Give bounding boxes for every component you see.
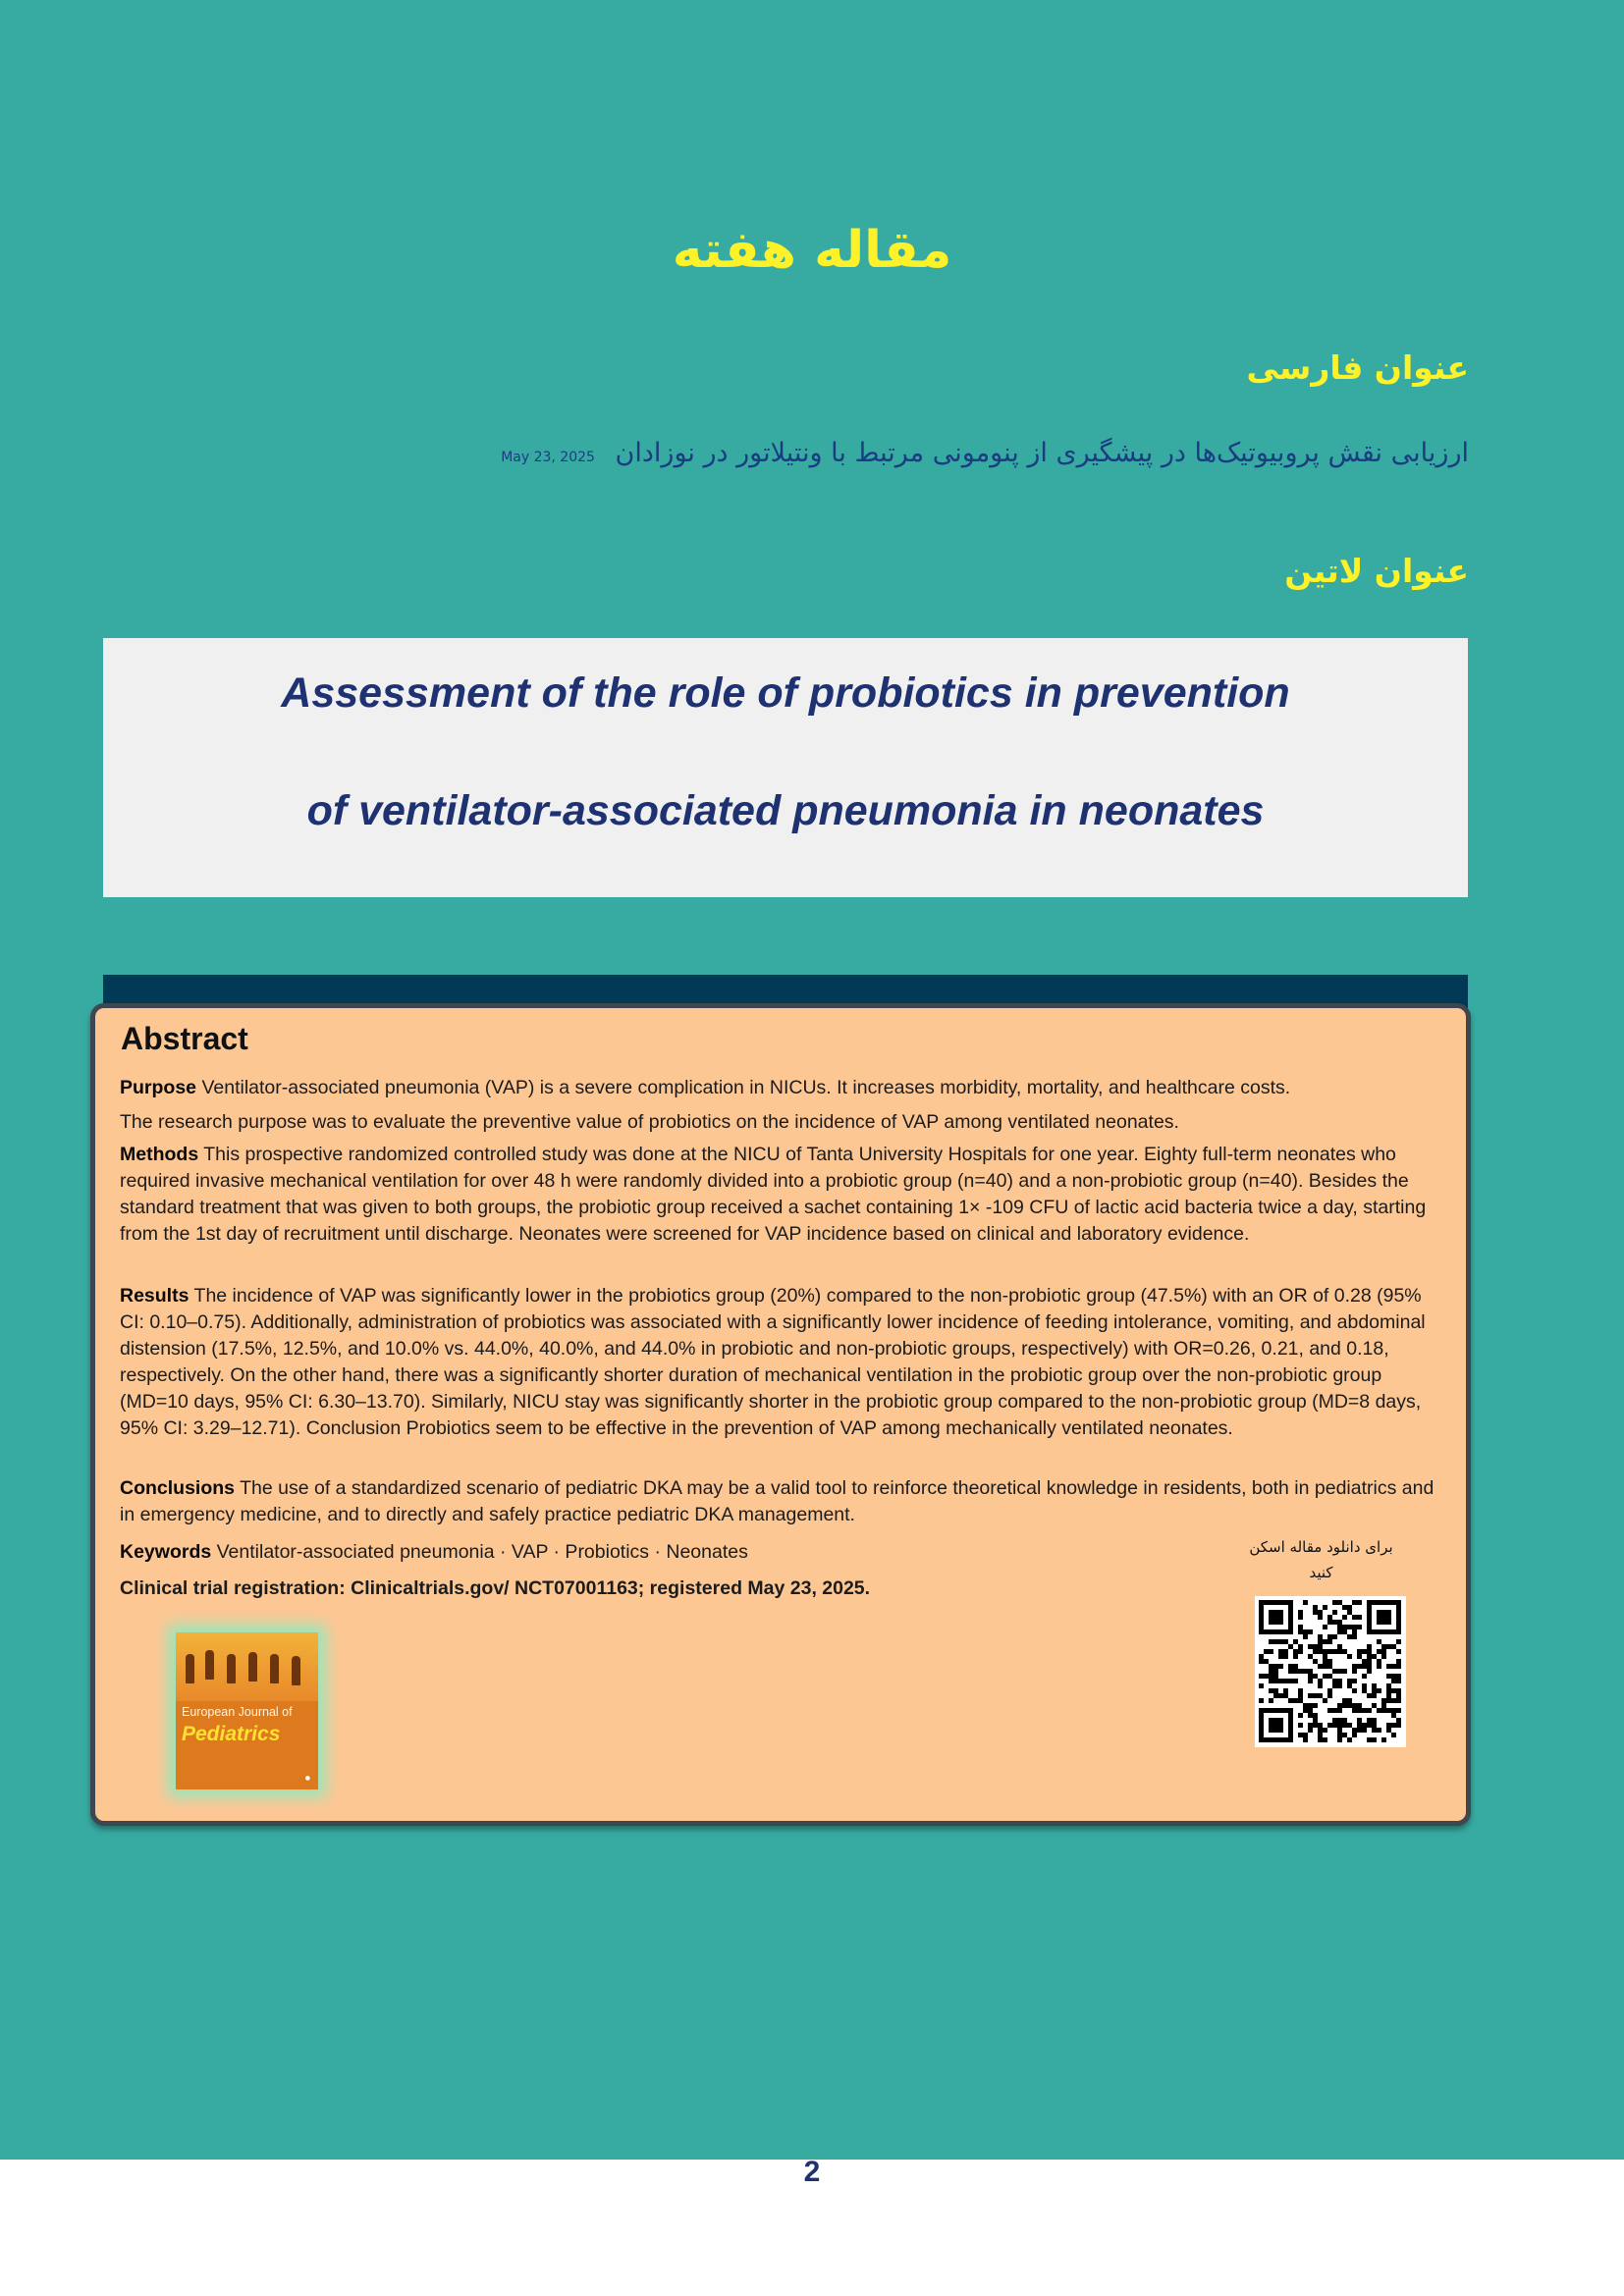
cover-journal-title: Pediatrics bbox=[182, 1723, 281, 1745]
results-text: The incidence of VAP was significantly lower in the probiotics group (20%) compared to the non-probiotic group (47.5%) with an OR of 0.28 (95% CI: 0.10–0.75). Additionally, administration of probiotics was associated with a significantly lower incidence of feeding intolerance, vomiting, and abdominal distension (17.5%, 12.5%, and 10.0% vs. 44.0%, 40.0%, and 44.0% in probiotic and non-probiotic groups, respectively) with OR=0.26, 0.21, and 0.18, respectively. On the other hand, there was a significantly shorter duration of mechanical ventilation in the probiotic group over the non-probiotic group (MD=10 days, 95% CI: 6.30–13.70). Similarly, NICU stay was significantly shorter in the probiotic group compared to the non-probiotic group (MD=8 days, 95% CI: 3.29–12.71). Conclusion Probiotics seem to be effective in the prevention of VAP among mechanically ventilated neonates. bbox=[120, 1285, 1426, 1439]
qr-code-graphic bbox=[1255, 1596, 1406, 1747]
latin-title-line-2: of ventilator-associated pneumonia in neonates bbox=[306, 787, 1265, 834]
conclusions-text: The use of a standardized scenario of pediatric DKA may be a valid tool to reinforce theoretical knowledge in residents, both in pediatrics and in emergency medicine, and to directly and safely practice pediatric DKA management. bbox=[120, 1477, 1435, 1525]
latin-title-heading: عنوان لاتین bbox=[1284, 552, 1469, 590]
publisher-logo-icon: ● bbox=[304, 1775, 310, 1782]
keywords-text: Ventilator-associated pneumonia · VAP · Probiotics · Neonates bbox=[216, 1541, 748, 1563]
conclusions-label: Conclusions bbox=[120, 1477, 236, 1499]
page-title: مقاله هفته bbox=[672, 221, 952, 280]
persian-title-line bbox=[291, 438, 1469, 468]
methods-text: This prospective randomized controlled study was done at the NICU of Tanta University Hospitals for one year. Eighty full-term neonates who required invasive mechanical ventilation for over 48 h were randomly divided into a probiotic group (n=40) and a non-probiotic group (n=40). Besides the standard treatment that was given to both groups, the probiotic group received a sachet containing 1× -109 CFU of lactic acid bacteria twice a day, starting from the 1st day of recruitment until discharge. Neonates were screened for VAP incidence based on clinical and laboratory evidence. bbox=[120, 1144, 1427, 1245]
methods-label: Methods bbox=[120, 1144, 199, 1165]
qr-code-icon[interactable] bbox=[1255, 1596, 1406, 1747]
abstract-results bbox=[120, 1283, 1440, 1442]
keywords-label: Keywords bbox=[120, 1541, 212, 1563]
child-figure-icon bbox=[248, 1652, 257, 1682]
persian-title-heading: عنوان فارسی bbox=[1246, 348, 1469, 387]
cover-photo bbox=[176, 1632, 318, 1701]
persian-title: ارزیابی نقش پروبیوتیک‌ها در پیشگیری از پنومونی مرتبط با ونتیلاتور در نوزادان bbox=[615, 438, 1469, 468]
latin-title-line-1: Assessment of the role of probiotics in prevention bbox=[281, 669, 1290, 717]
journal-cover-image bbox=[176, 1632, 318, 1789]
abstract-purpose bbox=[120, 1071, 1327, 1140]
qr-caption: برای دانلود مقاله اسکن کنید bbox=[1249, 1538, 1393, 1581]
abstract-heading: Abstract bbox=[121, 1021, 248, 1056]
abstract-methods bbox=[120, 1142, 1440, 1248]
abstract-conclusions bbox=[120, 1475, 1440, 1528]
child-figure-icon bbox=[186, 1654, 194, 1683]
page-number: 2 bbox=[803, 2156, 821, 2188]
purpose-text: Ventilator-associated pneumonia (VAP) is a severe complication in NICUs. It increases morbidity, mortality, and healthcare costs. The research purpose was to evaluate the preventive value of probiotics on the incidence of VAP among ventilated neonates. bbox=[120, 1077, 1291, 1133]
cover-journal-line: European Journal of bbox=[182, 1705, 293, 1719]
child-figure-icon bbox=[270, 1654, 279, 1683]
child-figure-icon bbox=[227, 1654, 236, 1683]
persian-title-date: May 23, 2025 bbox=[501, 450, 595, 465]
latin-title-box bbox=[103, 638, 1468, 897]
results-label: Results bbox=[120, 1285, 189, 1307]
clinical-trial-registration: Clinical trial registration: Clinicaltrials.gov/ NCT07001163; registered May 23, 2025. bbox=[120, 1577, 871, 1599]
child-figure-icon bbox=[292, 1656, 300, 1685]
child-figure-icon bbox=[205, 1650, 214, 1680]
purpose-label: Purpose bbox=[120, 1077, 197, 1098]
